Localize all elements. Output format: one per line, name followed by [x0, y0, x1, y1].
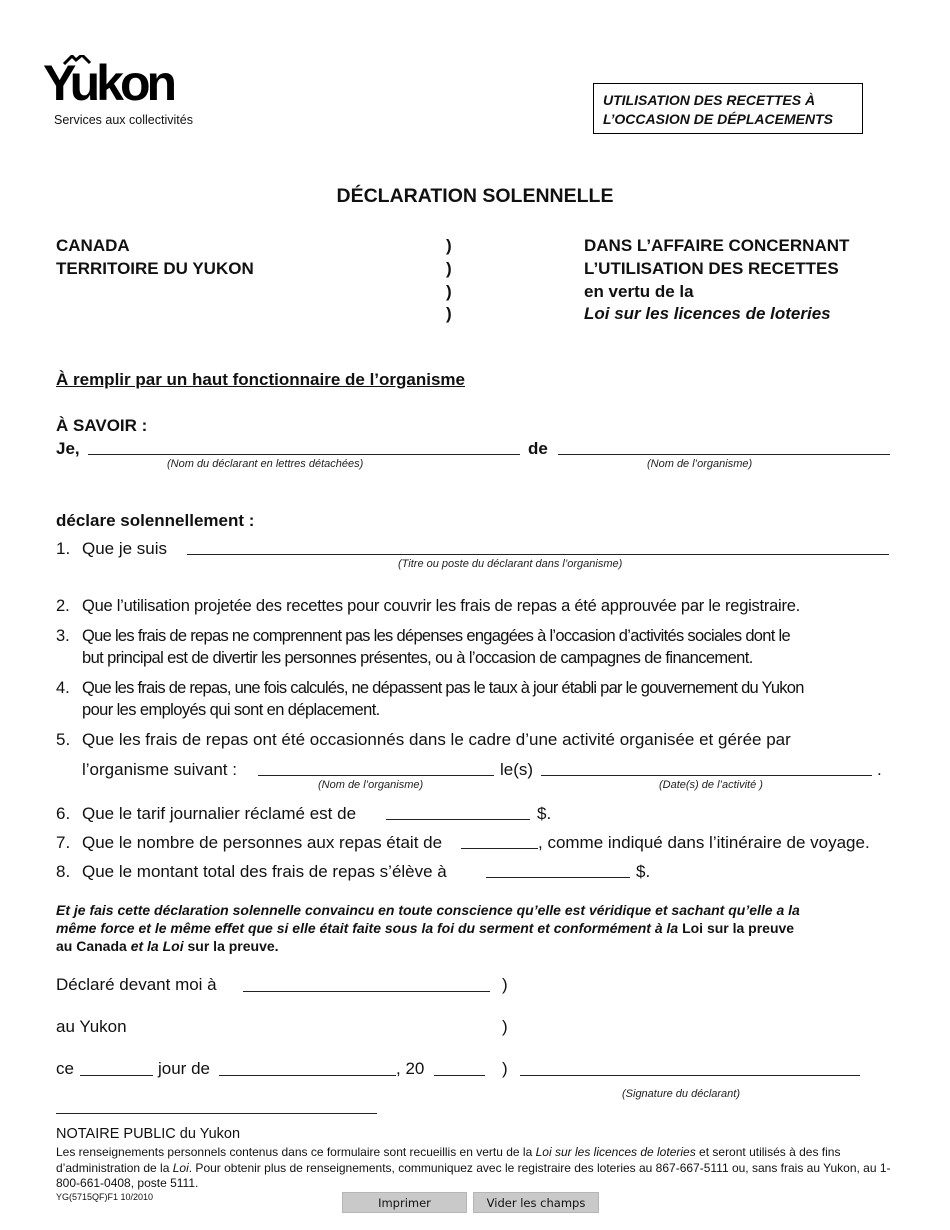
declarant-title-field[interactable]: [187, 554, 889, 555]
item-8-number: 8.: [56, 862, 71, 881]
declare-label: déclare solennellement :: [56, 511, 255, 530]
declarant-name-field[interactable]: [88, 454, 520, 455]
caption-activity-org: (Nom de l’organisme): [318, 779, 424, 791]
solemn-line1: Et je fais cette déclaration solennelle convaincu en toute conscience qu’elle est véridique et sachant qu’elle a la: [56, 902, 800, 918]
notary-label: NOTAIRE PUBLIC du Yukon: [56, 1126, 241, 1142]
solemn-line3-b: et la Loi: [130, 938, 184, 954]
privacy-loi: Loi: [172, 1160, 189, 1175]
item-5-period: .: [877, 760, 882, 779]
privacy-p1: Les renseignements personnels contenus dans ce formulaire sont recueillis en vertu de la: [56, 1145, 533, 1159]
item-3-line2: but principal est de divertir les personnes présentes, ou à l’occasion de campagnes de financement.: [82, 649, 753, 667]
item-3-number: 3.: [56, 627, 70, 645]
sign-paren-1: ): [502, 975, 508, 994]
solemn-line3-c: sur la preuve.: [187, 938, 279, 954]
solemn-line3: [56, 938, 279, 954]
jurisdiction-territory: TERRITOIRE DU YUKON: [56, 259, 254, 278]
item-4-line1: Que les frais de repas, une fois calculés, ne dépassent pas le taux à jour établi par le gouvernement du Yukon: [82, 679, 804, 697]
item-8-currency: $.: [636, 862, 651, 881]
au-yukon-label: au Yukon: [56, 1017, 127, 1036]
caption-activity-dates: (Date(s) de l’activité ): [659, 779, 763, 791]
item-1-number: 1.: [56, 539, 71, 558]
matter-line4: Loi sur les licences de loteries: [584, 304, 831, 323]
form-type-line2: L’OCCASION DE DÉPLACEMENTS: [603, 111, 833, 127]
je-label: Je,: [56, 439, 80, 458]
item-1-text: Que je suis: [82, 539, 168, 558]
department-name: Services aux collectivités: [54, 113, 193, 127]
item-2-text: Que l’utilisation projetée des recettes pour couvrir les frais de repas a été approuvée par le registraire.: [82, 597, 800, 615]
caption-declarant-name: (Nom du déclarant en lettres détachées): [167, 458, 364, 470]
privacy-p2: . Pour obtenir plus de renseignements, communiquez avec le registraire des loteries au 867-667-5111 ou, sans frais au Yukon, au 1-800-661-0408, poste 5111.: [56, 1160, 891, 1190]
year-prefix: , 20: [396, 1059, 425, 1078]
sign-paren-2: ): [502, 1017, 508, 1036]
item-4-number: 4.: [56, 679, 70, 697]
activity-dates-field[interactable]: [541, 775, 872, 776]
form-type-line1: UTILISATION DES RECETTES À: [603, 92, 816, 108]
notary-signature-field[interactable]: [56, 1113, 377, 1114]
logo-sun-mark: [62, 52, 92, 62]
form-code: YG(5715QF)F1 10/2010: [56, 1192, 154, 1202]
paren-4: ): [446, 304, 452, 323]
caption-org-name: (Nom de l’organisme): [647, 458, 753, 470]
clear-fields-button[interactable]: Vider les champs: [473, 1192, 599, 1213]
sun-mark-icon: [62, 55, 92, 65]
year-field[interactable]: [434, 1075, 485, 1076]
item-2-number: 2.: [56, 597, 70, 615]
section-heading: À remplir par un haut fonctionnaire de l’organisme: [56, 370, 466, 389]
matter-line3: en vertu de la: [584, 282, 694, 301]
item-5-number: 5.: [56, 730, 71, 749]
total-amount-field[interactable]: [486, 877, 630, 878]
caption-signature: (Signature du déclarant): [622, 1088, 741, 1100]
ce-label: ce: [56, 1059, 74, 1078]
attendee-count-field[interactable]: [461, 848, 538, 849]
item-7-text: Que le nombre de personnes aux repas était de: [82, 833, 443, 852]
caption-declarant-title: (Titre ou poste du déclarant dans l’organisme): [398, 558, 623, 570]
print-button[interactable]: Imprimer: [342, 1192, 467, 1213]
item-8-text: Que le montant total des frais de repas s’élève à: [82, 862, 447, 881]
item-6-currency: $.: [537, 804, 552, 823]
a-savoir-label: À SAVOIR :: [56, 416, 148, 435]
item-7-text-end: , comme indiqué dans l’itinéraire de voyage.: [538, 833, 870, 852]
matter-line2: L’UTILISATION DES RECETTES: [584, 259, 839, 278]
item-6-number: 6.: [56, 804, 71, 823]
page-title: DÉCLARATION SOLENNELLE: [336, 185, 614, 207]
solemn-line2-law: Loi sur la preuve: [682, 920, 795, 936]
item-6-text: Que le tarif journalier réclamé est de: [82, 804, 357, 823]
paren-1: ): [446, 236, 452, 255]
item-5-line2-label: l’organisme suivant :: [82, 760, 237, 779]
month-field[interactable]: [219, 1075, 396, 1076]
paren-3: ): [446, 282, 452, 301]
privacy-notice: [56, 1145, 901, 1192]
item-5-dates-label: le(s): [500, 760, 534, 779]
privacy-law-name: Loi sur les licences de loteries: [535, 1145, 696, 1159]
jurisdiction-canada: CANADA: [56, 236, 130, 255]
solemn-line3-a: au Canada: [56, 938, 127, 954]
jour-de-label: jour de: [158, 1059, 210, 1078]
declared-location-field[interactable]: [243, 991, 490, 992]
item-3-line1: Que les frais de repas ne comprennent pas les dépenses engagées à l’occasion d’activités sociales dont le: [82, 627, 790, 645]
day-field[interactable]: [80, 1075, 153, 1076]
yukon-logo: Yukon: [43, 55, 174, 111]
privacy-p1b: et seront utilisés à des fins d’administration de la: [56, 1145, 841, 1175]
activity-organization-field[interactable]: [258, 775, 494, 776]
matter-line1: DANS L’AFFAIRE CONCERNANT: [584, 236, 850, 255]
item-5-line1: Que les frais de repas ont été occasionnés dans le cadre d’une activité organisée et gérée par: [82, 730, 791, 749]
solemn-line2: [56, 920, 794, 936]
organization-name-field[interactable]: [558, 454, 890, 455]
paren-2: ): [446, 259, 452, 278]
declared-before-label: Déclaré devant moi à: [56, 975, 217, 994]
declarant-signature-field[interactable]: [520, 1075, 860, 1076]
item-7-number: 7.: [56, 833, 71, 852]
de-label: de: [528, 439, 548, 458]
item-4-line2: pour les employés qui sont en déplacement.: [82, 701, 380, 719]
form-type-box: [593, 83, 863, 134]
daily-rate-field[interactable]: [386, 819, 530, 820]
solemn-line2-text: même force et le même effet que si elle était faite sous la foi du serment et conformément à la: [56, 920, 679, 936]
sign-paren-3: ): [502, 1059, 508, 1078]
